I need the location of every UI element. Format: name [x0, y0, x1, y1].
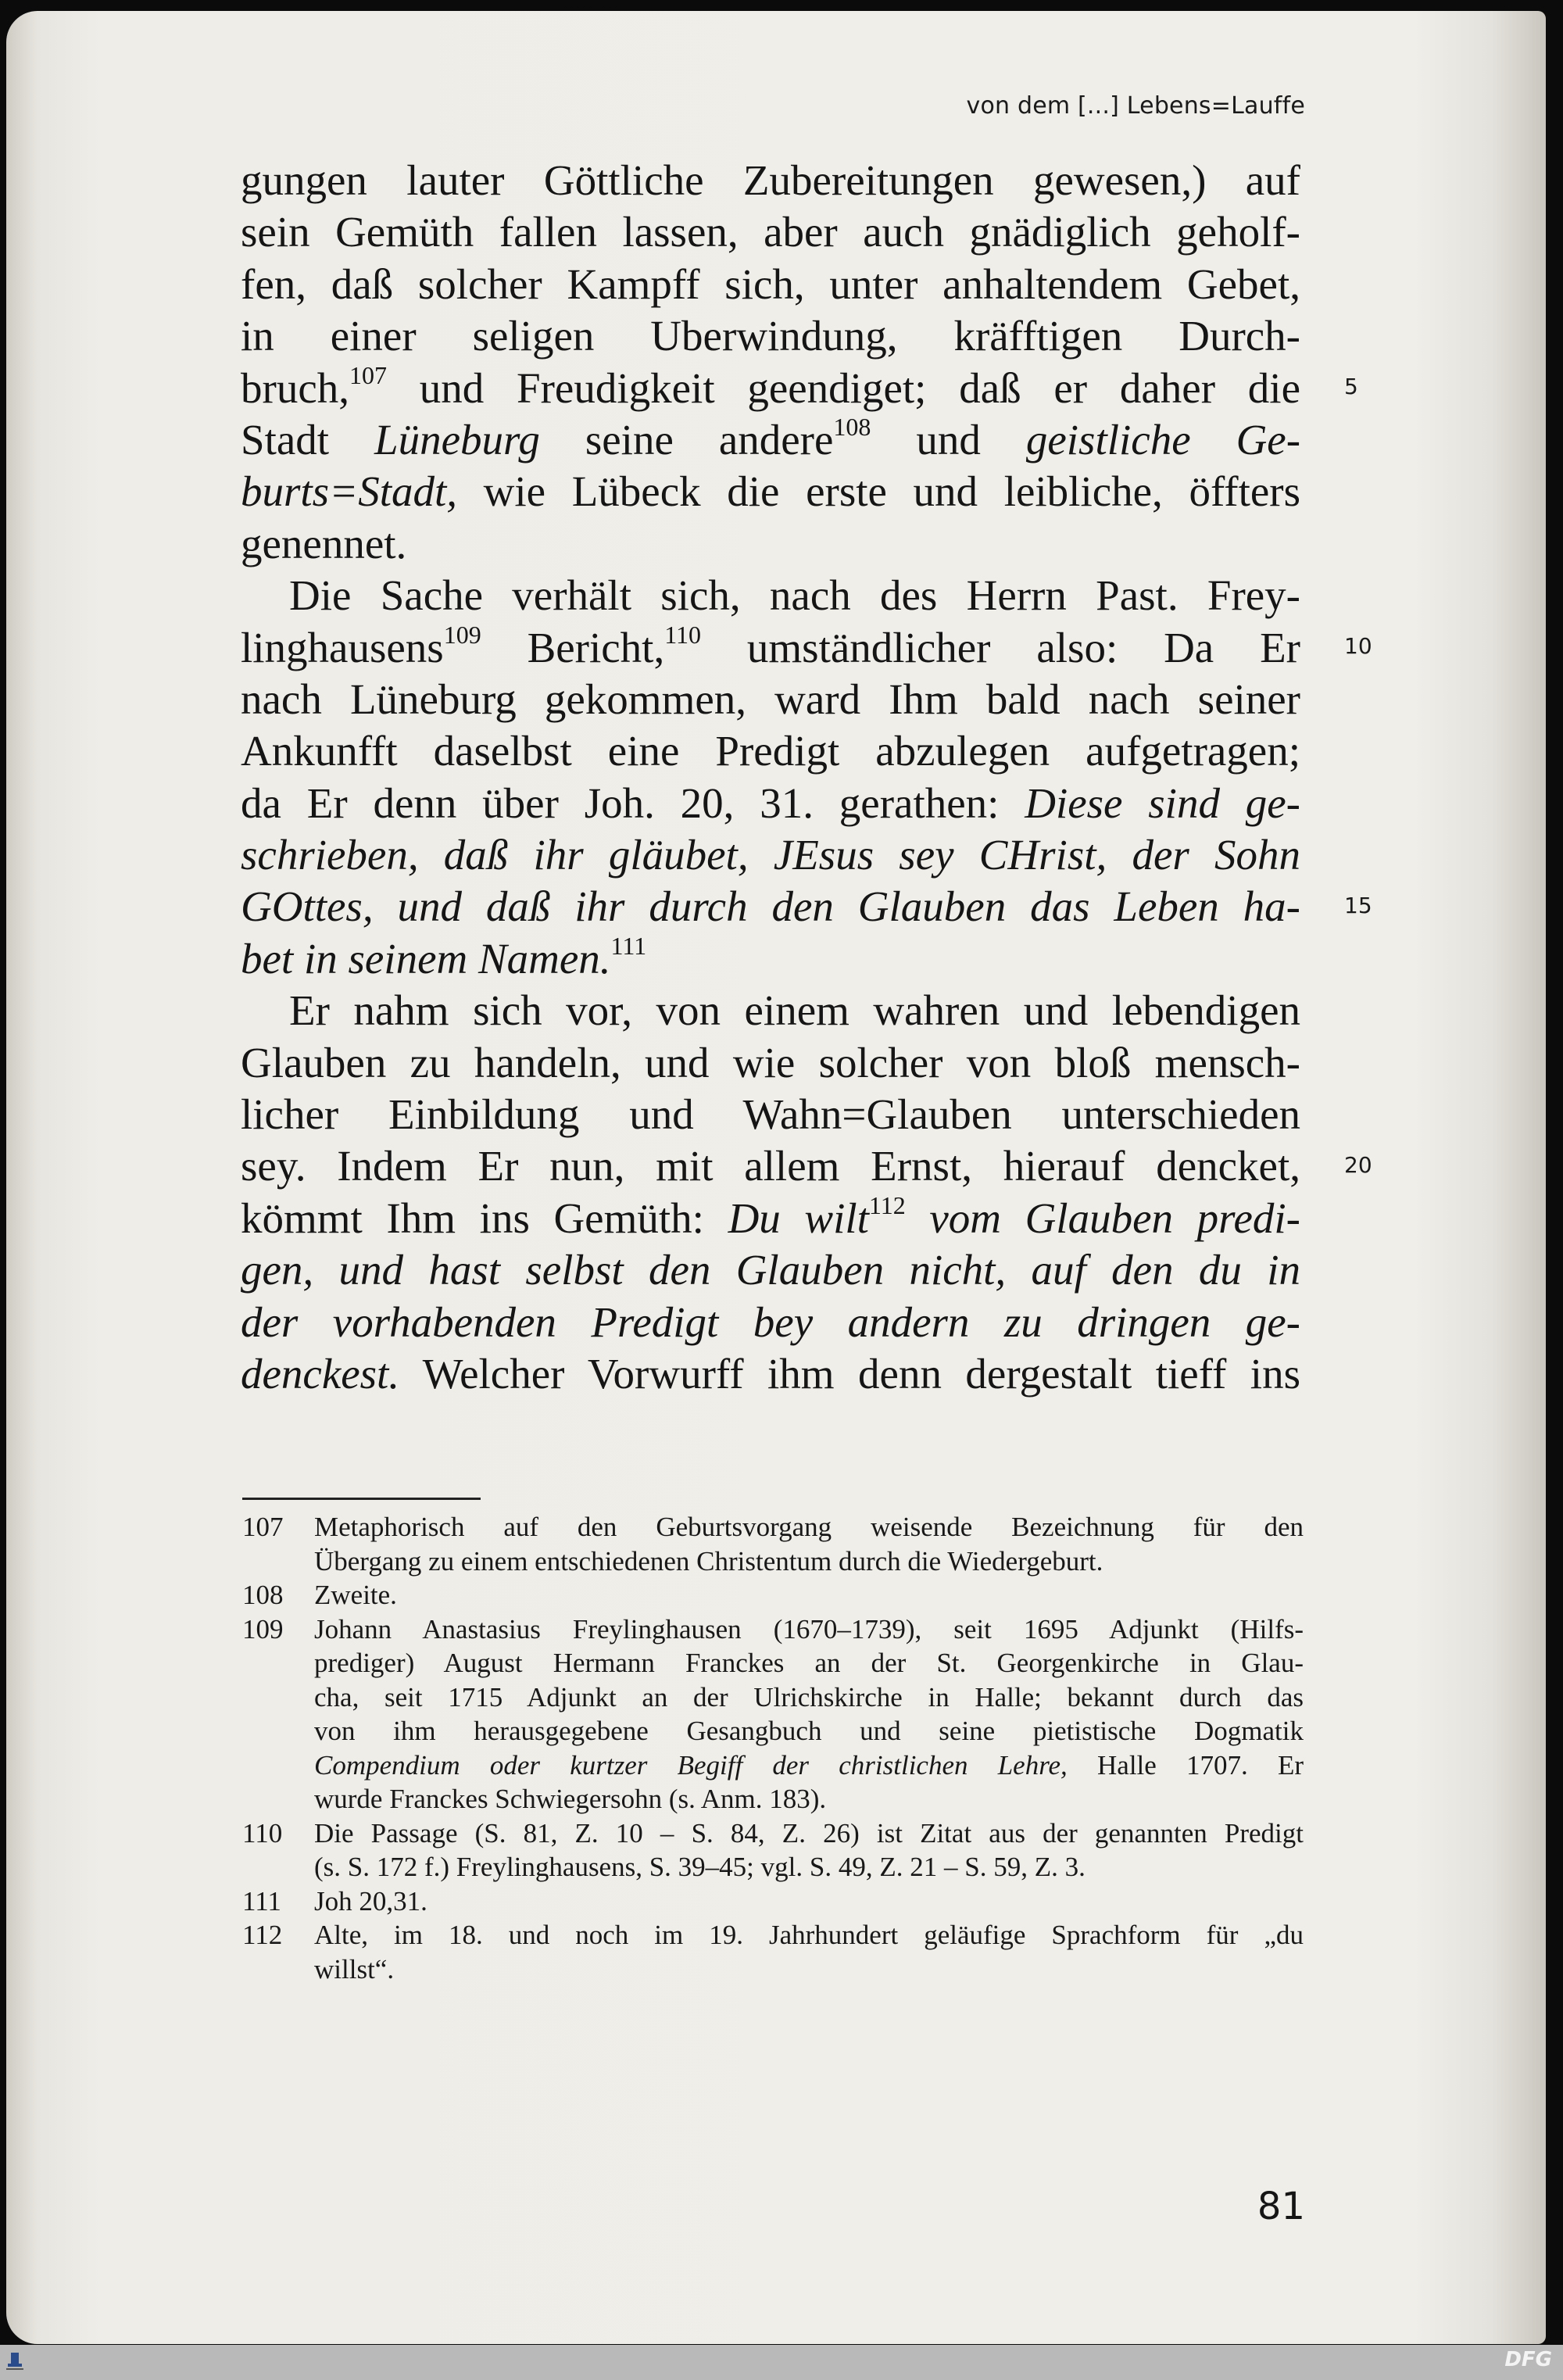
text-line: burts=Stadt, wie Lübeck die erste und leibliche, öffters: [241, 467, 1300, 516]
text-line: bet in seinem Namen.$^{111}$: [241, 931, 647, 982]
footnote-109: 109 Johann Anastasius Freylinghausen (1670–1739), seit 1695 Adjunkt (Hilfs- prediger) August Hermann Franckes an der St. Georgenkirche in Glau- cha, seit 1715 Adjunkt an der Ulrichskirche in Halle; bekannt durch das von ihm herausgegebene Gesangbuch und seine pietistische Dogmatik Compendium oder kurtzer Begiff der christlichen Lehre, Halle 1707. Er wurde Franckes Schwiegersohn (s. Anm. 183).: [242, 1613, 1304, 1814]
footnote-108: 108 Zweite.: [242, 1580, 397, 1610]
text-line: denckest. Welcher Vorwurff ihm denn dergestalt tieff ins: [241, 1349, 1300, 1398]
footnote-110: 110 Die Passage (S. 81, Z. 10 – S. 84, Z. 26) ist Zitat aus der genannten Predigt (s. S. 172 f.) Freylinghausens, S. 39–45; vgl. S. 49, Z. 21 – S. 59, Z. 3.: [242, 1817, 1304, 1882]
footnote-ref: 109: [443, 620, 481, 649]
text-line: in einer seligen Uberwindung, kräfftigen Durch-: [241, 312, 1300, 360]
text-line: da Er denn über Joh. 20, 31. gerathen: Diese sind ge-: [241, 778, 1300, 827]
text-line: schrieben, daß ihr gläubet, JEsus sey CHrist, der Sohn: [241, 831, 1300, 879]
library-logo-icon: [3, 2350, 34, 2376]
footnote-ref: 110: [664, 620, 702, 649]
text-line: sein Gemüth fallen lassen, aber auch gnädiglich geholf-: [241, 208, 1300, 256]
text-line: nach Lüneburg gekommen, ward Ihm bald nach seiner: [241, 675, 1300, 723]
text-line: kömmt Ihm ins Gemüth: Du wilt$^{112}$ vom Glauben predi-: [241, 1190, 1300, 1242]
line-number: 20: [1344, 1152, 1372, 1178]
text-line: Ankunfft daselbst eine Predigt abzulegen aufgetragen;: [241, 727, 1300, 775]
line-number: 10: [1344, 633, 1372, 659]
scan-strip: [0, 2345, 1563, 2380]
text-line: fen, daß solcher Kampff sich, unter anhaltendem Gebet,: [241, 259, 1300, 308]
text-line: bruch,$^{107}$ und Freudigkeit geendiget; daß er daher die: [241, 360, 1300, 412]
footnote-112: 112 Alte, im 18. und noch im 19. Jahrhundert geläufige Sprachform für „du willst“.: [242, 1920, 1304, 1985]
text-line: Stadt Lüneburg seine andere$^{108}$ und geistliche Ge-: [241, 412, 1301, 463]
line-number: 5: [1344, 374, 1358, 399]
footnote-107: 107 Metaphorisch auf den Geburtsvorgang weisende Bezeichnung für den Übergang zu einem entschiedenen Christentum durch die Wiedergeburt.: [242, 1512, 1304, 1577]
text-line: der vorhabenden Predigt bey andern zu dringen ge-: [241, 1297, 1300, 1346]
text-line: Er nahm sich vor, von einem wahren und lebendigen: [289, 986, 1300, 1035]
text-line: Glauben zu handeln, und wie solcher von bloß mensch-: [241, 1038, 1300, 1086]
text-line: GOttes, und daß ihr durch den Glauben das Leben ha-: [241, 882, 1300, 931]
footnote-ref: 107: [349, 360, 387, 389]
text-line: gungen lauter Göttliche Zubereitungen gewesen,) auf: [241, 156, 1300, 204]
text-line: gen, und hast selbst den Glauben nicht, auf den du in: [241, 1246, 1300, 1294]
dfg-logo: DFG: [1504, 2348, 1552, 2371]
main-text: [241, 155, 1300, 1400]
text-line: linghausens$^{109}$ Bericht,$^{110}$ umständlicher also: Da Er: [241, 620, 1301, 671]
footnote-ref: 111: [610, 931, 647, 960]
footnote-rule: [242, 1498, 481, 1500]
footnote-111: 111 Joh 20,31.: [242, 1885, 427, 1917]
text-line: genennet.: [241, 519, 407, 567]
page-number: 81: [1257, 2185, 1305, 2228]
footnote-ref: 108: [833, 412, 871, 441]
line-number: 15: [1344, 893, 1372, 918]
running-head: von dem [...] Lebens=Lauffe: [966, 92, 1305, 120]
text-line: licher Einbildung und Wahn=Glauben unterschieden: [241, 1090, 1300, 1139]
footnotes: [242, 1510, 1304, 1986]
text-line: Die Sache verhält sich, nach des Herrn Past. Frey-: [289, 571, 1300, 620]
text-line: sey. Indem Er nun, mit allem Ernst, hierauf dencket,: [241, 1142, 1300, 1190]
footnote-ref: 112: [868, 1190, 906, 1219]
